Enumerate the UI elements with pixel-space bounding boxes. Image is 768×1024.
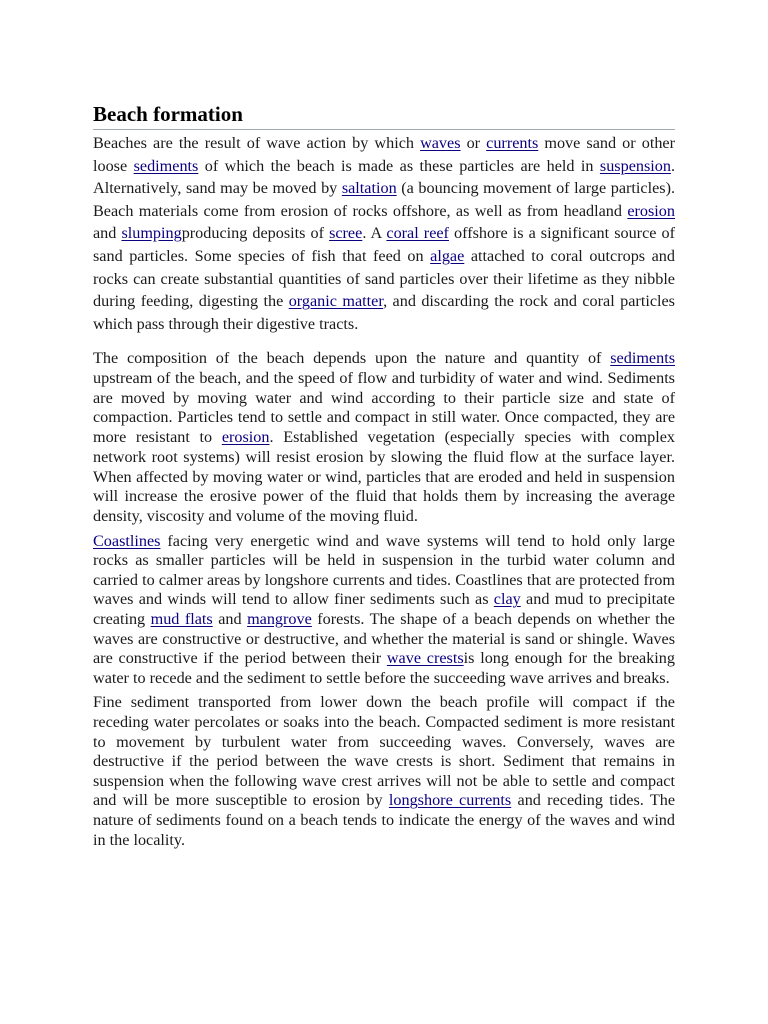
paragraph bbox=[93, 693, 675, 850]
paragraph-text: producing deposits of bbox=[181, 224, 330, 243]
article-link[interactable]: sediments bbox=[610, 349, 675, 368]
article-link[interactable]: clay bbox=[493, 590, 521, 609]
paragraph-text: and bbox=[93, 224, 122, 243]
paragraph-text: and mud to precipitate creating bbox=[93, 590, 675, 629]
paragraph-text: is long enough for the breaking water to recede and the sediment to settle before the succeeding wave arrives and breaks. bbox=[93, 649, 675, 687]
paragraph-text: or bbox=[460, 134, 487, 152]
paragraph-text: (a bouncing movement of large particles). Beach materials come from erosion of rocks offshore, as well as from headland bbox=[93, 179, 676, 220]
article-link[interactable]: longshore currents bbox=[388, 791, 512, 810]
paragraph-text: . Established vegetation (especially species with complex network root systems) will resist erosion by slowing the fluid flow at the surface layer. When affected by moving water or wind, particles that are eroded and held in suspension will increase the erosive power of the fluid that holds them by increasing the average density, viscosity and volume of the moving fluid. bbox=[93, 428, 675, 525]
article-link[interactable]: organic matter bbox=[288, 292, 384, 311]
paragraph-text: facing very energetic wind and wave systems will tend to hold only large rocks as smaller particles will be held in suspension in the turbid water column and carried to calmer areas by longshore currents and tides. Coastlines that are protected from waves and winds will tend to allow finer sediments such as bbox=[93, 531, 675, 609]
paragraph-text: Beaches are the result of wave action by which bbox=[93, 134, 421, 152]
paragraph-text: Fine sediment transported from lower down the beach profile will compact if the receding water percolates or soaks into the beach. Compacted sediment is more resistant to movement by turbulent water from succeeding waves. Conversely, waves are destructive if the period between the wave crests is short. Sediment that remains in suspension when the following wave crest arrives will not be able to settle and compact and will be more susceptible to erosion by bbox=[93, 693, 675, 810]
article-link[interactable]: scree bbox=[329, 224, 363, 243]
article-link[interactable]: mangrove bbox=[247, 610, 312, 629]
paragraph-text: and bbox=[212, 610, 248, 629]
paragraph-text: and receding tides. The nature of sediments found on a beach tends to indicate the energy of the waves and wind in the locality. bbox=[93, 791, 676, 849]
paragraph bbox=[93, 532, 675, 689]
paragraph-text: forests. The shape of a beach depends on whether the waves are constructive or destructive, and whether the material is sand or shingle. Waves are constructive if the period between their bbox=[93, 610, 675, 668]
article-link[interactable]: algae bbox=[430, 246, 465, 265]
article-link[interactable]: Coastlines bbox=[93, 531, 161, 550]
article-link[interactable]: waves bbox=[420, 134, 461, 152]
article-section bbox=[93, 100, 675, 850]
paragraph-text: offshore is a significant source of sand particles. Some species of fish that feed on bbox=[93, 224, 675, 265]
article-link[interactable]: erosion bbox=[627, 201, 675, 220]
paragraph-text: , and discarding the rock and coral particles which pass through their digestive tracts. bbox=[93, 292, 675, 333]
article-link[interactable]: coral reef bbox=[386, 224, 449, 243]
article-link[interactable]: slumping bbox=[121, 224, 182, 243]
article-link[interactable]: currents bbox=[486, 134, 539, 152]
article-link[interactable]: saltation bbox=[341, 179, 397, 198]
paragraph bbox=[93, 349, 675, 526]
paragraph-text: move sand or other loose bbox=[93, 134, 675, 175]
article-link[interactable]: mud flats bbox=[150, 610, 213, 629]
paragraph-text: The composition of the beach depends upon the nature and quantity of bbox=[93, 349, 611, 368]
article-link[interactable]: sediments bbox=[133, 156, 199, 175]
paragraph bbox=[93, 132, 675, 335]
paragraph-text: . Alternatively, sand may be moved by bbox=[93, 156, 676, 198]
article-link[interactable]: wave crests bbox=[386, 649, 464, 668]
paragraph-text: upstream of the beach, and the speed of flow and turbidity of water and wind. Sediments are moved by moving water and wind according to their particle size and state of compaction. Particles tend to settle and compact in still water. Once compacted, they are more resistant to bbox=[93, 369, 675, 447]
paragraph-text: of which the beach is made as these particles are held in bbox=[198, 156, 600, 175]
article-link[interactable]: erosion bbox=[221, 428, 270, 447]
section-heading: Beach formation bbox=[93, 100, 675, 130]
article-link[interactable]: suspension bbox=[599, 156, 671, 175]
paragraph-text: . A bbox=[362, 224, 387, 243]
paragraph-text: attached to coral outcrops and rocks can create substantial quantities of sand particles over their lifetime as they nibble during feeding, digesting the bbox=[93, 246, 675, 311]
